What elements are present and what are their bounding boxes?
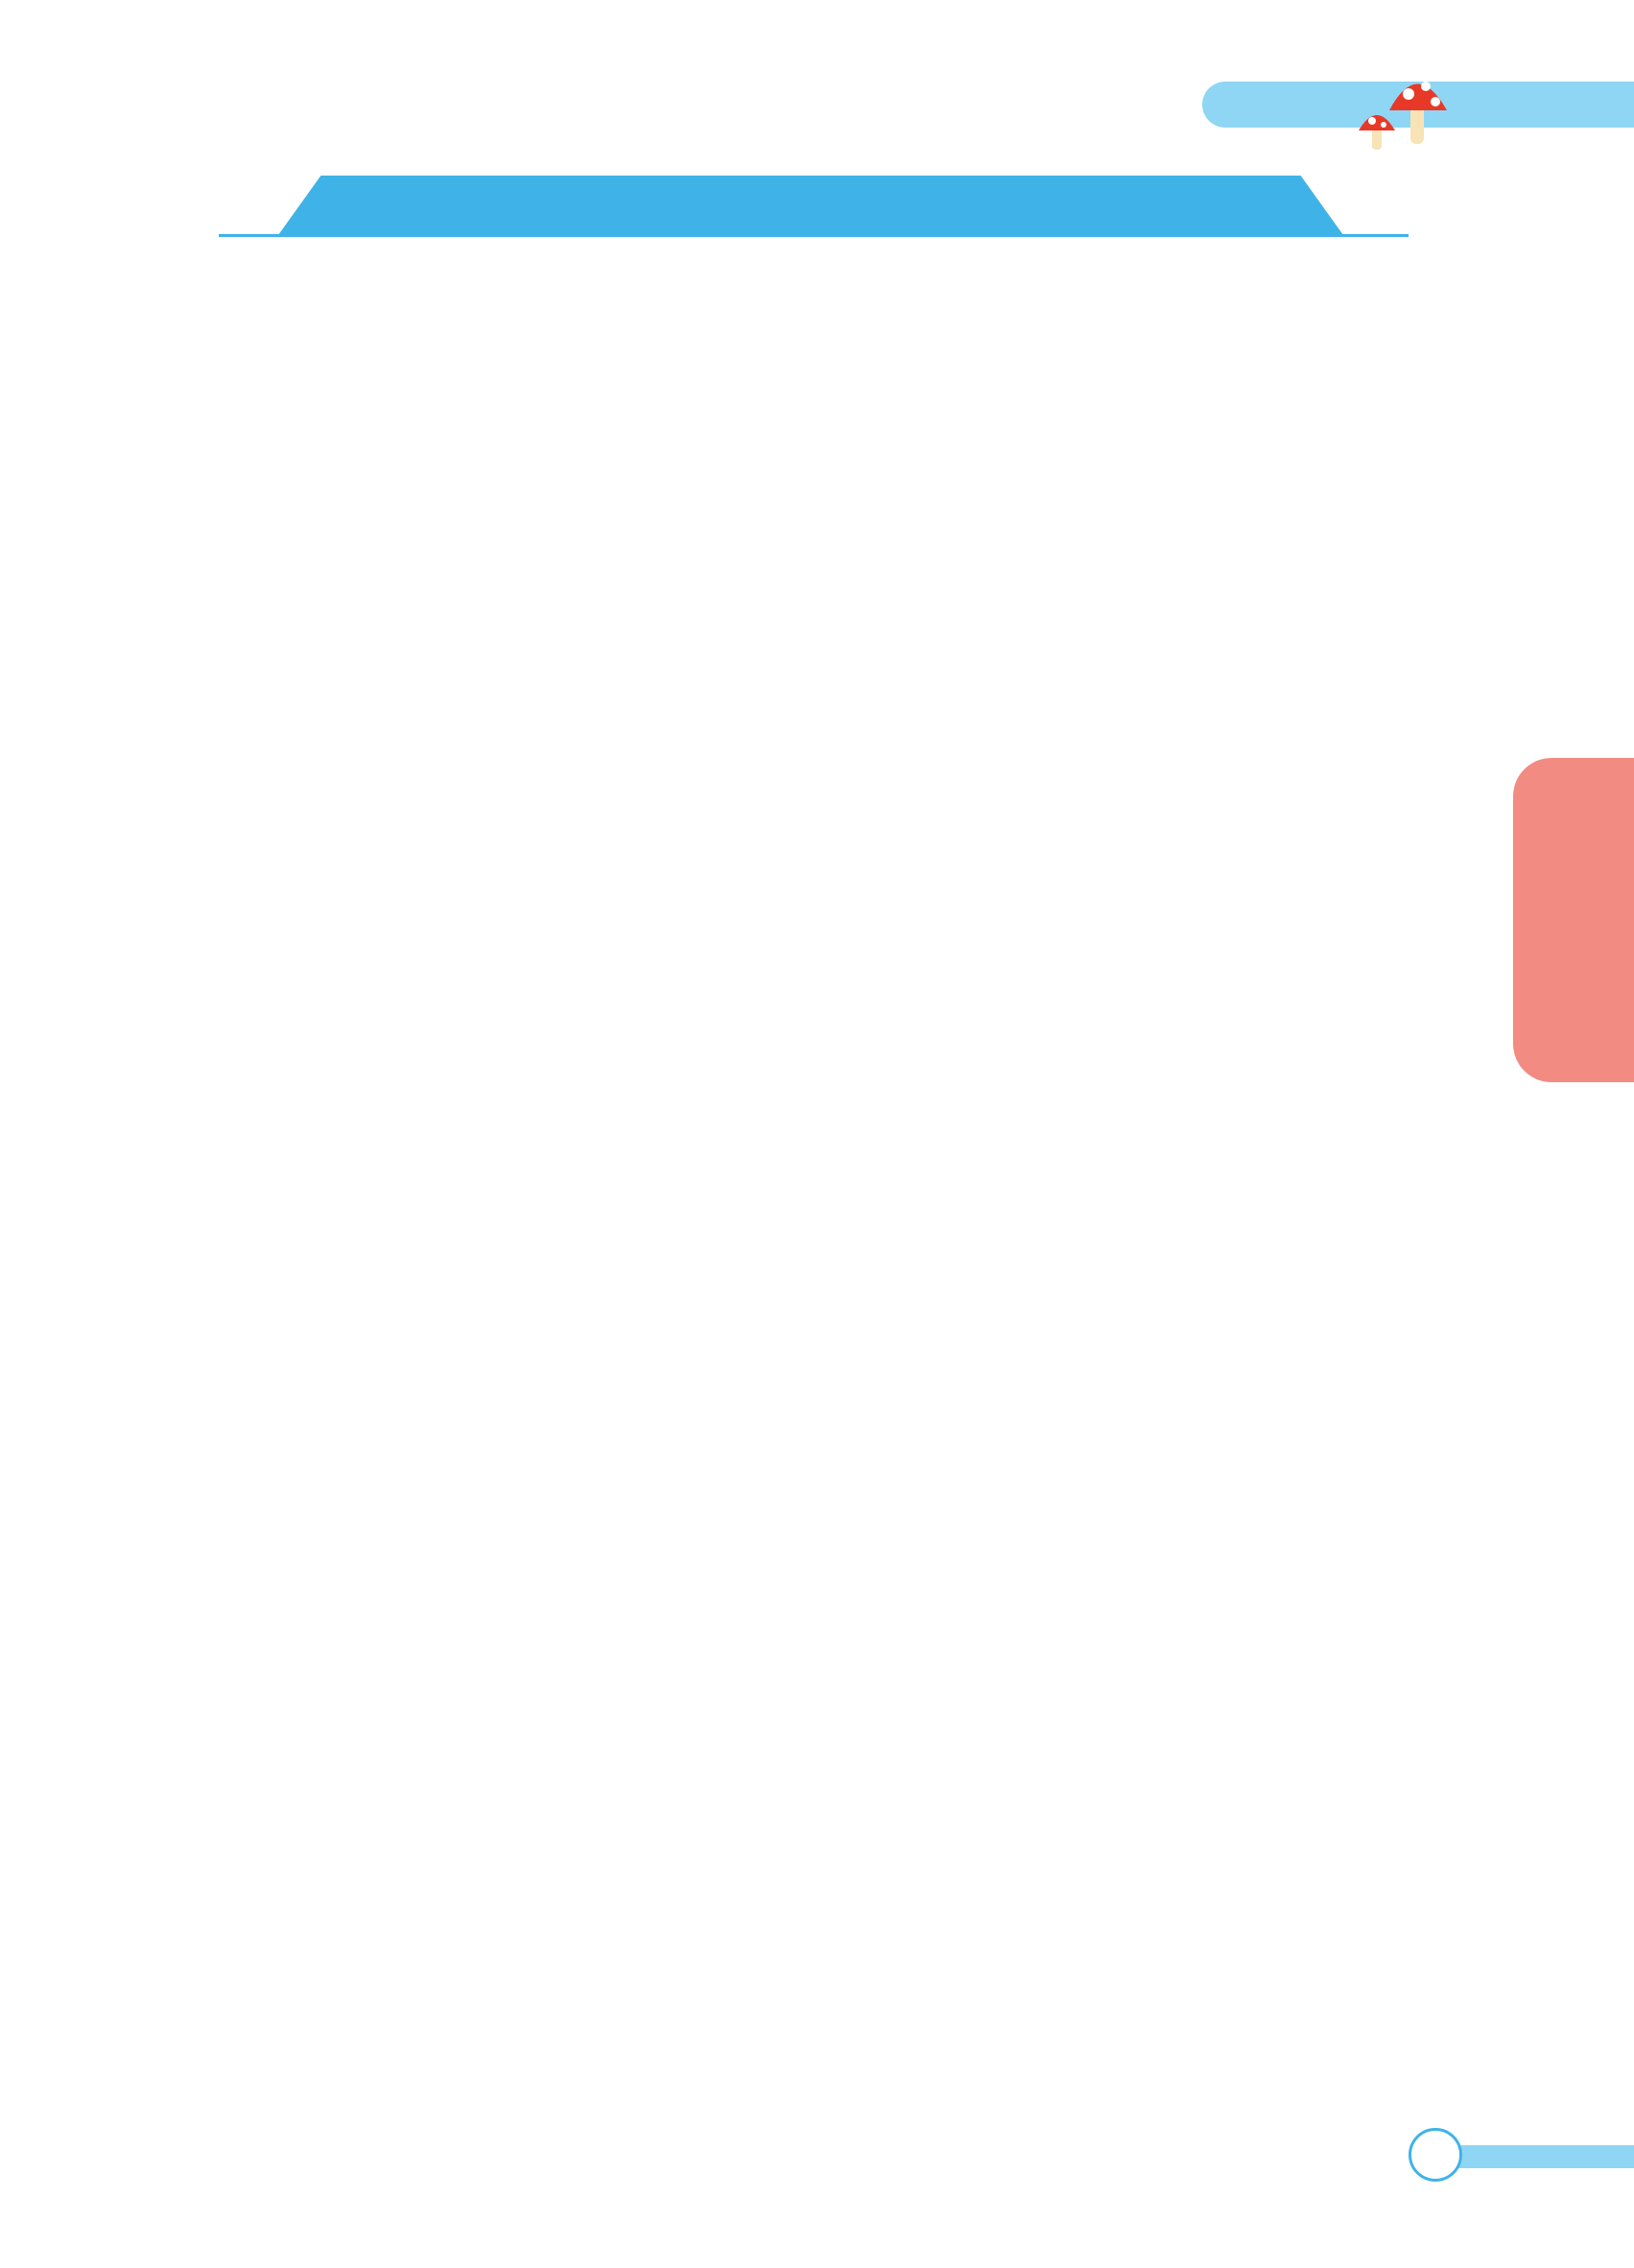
mushroom-icon [1351, 58, 1456, 154]
footer-bar [1439, 2145, 1634, 2168]
title-underline [219, 234, 1409, 237]
page-number [1409, 2128, 1462, 2182]
unit-tab [1513, 758, 1634, 1082]
title-band [278, 176, 1343, 235]
